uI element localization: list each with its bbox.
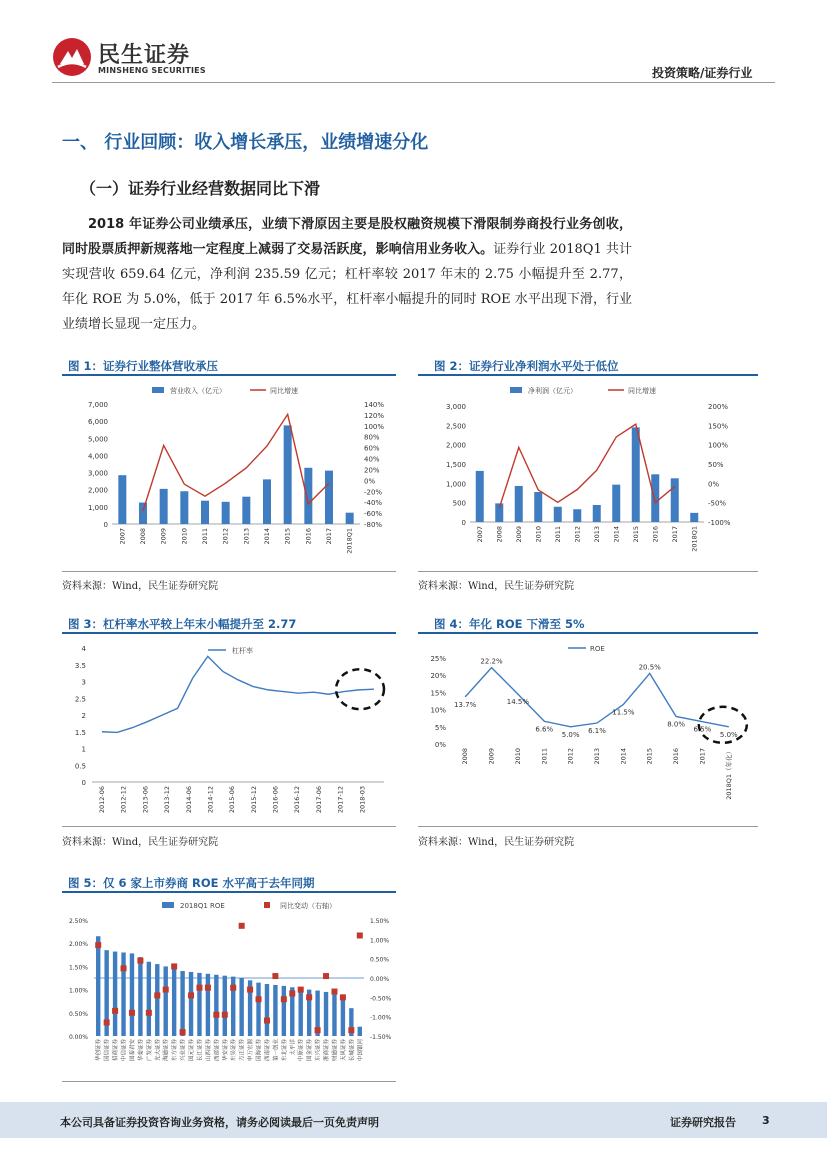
figure-3-source: 资料来源：Wind，民生证券研究院 (62, 837, 219, 848)
leverage-line (102, 656, 374, 732)
x-tick-label: 光大证券 (155, 1039, 162, 1062)
legend-swatch (162, 902, 174, 908)
y-tick-label: 2,500 (445, 422, 466, 431)
y2-tick-label: 60% (364, 444, 380, 453)
legend-label: 同比变动（右轴） (280, 902, 336, 910)
roe-bar-中国银河 (358, 1027, 362, 1036)
x-tick-label: 招商证券 (113, 1039, 120, 1062)
legend-swatch (264, 902, 270, 908)
roe-label: 20.5% (638, 663, 661, 672)
y2-tick-label: 0% (708, 480, 720, 489)
roe-bar-国泰君安 (130, 953, 134, 1036)
x-tick-label: 中原证券 (298, 1039, 305, 1062)
x-tick-label: 2017-06 (314, 786, 323, 814)
growth-line (499, 424, 675, 508)
figure-1-rule (62, 374, 396, 376)
x-tick-label: 国金证券 (307, 1039, 314, 1062)
roe-label: 6.6% (535, 725, 554, 734)
legend-swatch (152, 387, 164, 393)
x-tick-label: 2011 (553, 526, 562, 543)
x-tick-label: 2016 (651, 526, 660, 543)
x-tick-label: 东方证券 (172, 1039, 179, 1062)
roe-label: 13.7% (454, 700, 477, 709)
y-tick-label: 1.50% (68, 964, 88, 972)
change-marker-华泰证券 (137, 958, 143, 964)
x-tick-label: 2016 (672, 748, 681, 765)
legend-label: 净利润（亿元） (528, 387, 577, 395)
x-tick-label: 国海证券 (256, 1039, 263, 1062)
bar-2012 (573, 509, 581, 522)
figure-1-source: 资料来源：Wind，民生证券研究院 (62, 581, 219, 592)
x-tick-label: 2013-12 (163, 786, 172, 814)
header-rule (52, 82, 775, 83)
x-tick-label: 华安证券 (222, 1039, 229, 1062)
bar-2012 (222, 502, 230, 524)
bar-2018Q1 (690, 513, 698, 522)
section-heading: 一、 行业回顾：收入增长承压，业绩增速分化 (62, 132, 429, 153)
x-tick-label: 2012 (573, 526, 582, 543)
y2-tick-label: -60% (364, 510, 383, 519)
logo-en: MINSHENG SECURITIES (98, 66, 206, 75)
x-tick-label: 西部证券 (214, 1039, 221, 1062)
change-marker-光大证券 (154, 992, 160, 998)
y-tick-label: 1.00% (68, 987, 88, 995)
y-tick-label: 20% (430, 672, 446, 681)
figure-3-bottom-rule (62, 826, 396, 827)
y2-tick-label: 140% (364, 401, 385, 409)
figure-4-rule (418, 632, 758, 634)
bar-2008 (139, 503, 147, 524)
change-marker-国泰君安 (129, 1010, 135, 1016)
figure-3-title: 图 3：杠杆率水平较上年末小幅提升至 2.77 (68, 617, 297, 631)
change-marker-太平洋 (289, 990, 295, 996)
growth-line (143, 414, 329, 511)
figure-1-bottom-rule (62, 571, 396, 572)
figure-2-title: 图 2：证券行业净利润水平处于低位 (434, 359, 619, 373)
change-marker-西部证券 (213, 1012, 219, 1018)
x-tick-label: 2017-12 (336, 786, 345, 814)
bar-2017 (671, 478, 679, 522)
change-marker-东吴证券 (230, 985, 236, 991)
x-tick-label: 2015 (645, 748, 654, 765)
figure-4-bottom-rule (418, 826, 758, 827)
y2-tick-label: 200% (708, 403, 729, 411)
y-tick-label: 3 (81, 678, 86, 687)
x-tick-label: 2012 (566, 748, 575, 765)
change-marker-国信证券 (104, 1019, 110, 1025)
change-marker-华安证券 (222, 1012, 228, 1018)
bar-2013 (593, 505, 601, 522)
change-marker-国元证券 (188, 992, 194, 998)
y-tick-label: 0.50% (68, 1010, 88, 1018)
legend-label: 同比增速 (270, 387, 298, 395)
body-paragraph (62, 212, 632, 337)
x-tick-label: 第一创业 (273, 1039, 280, 1062)
change-marker-山西证券 (205, 985, 211, 991)
x-tick-label: 2009 (514, 526, 523, 543)
y2-tick-label: 50% (708, 461, 724, 469)
x-tick-label: 西南证券 (264, 1039, 271, 1062)
y2-tick-label: 20% (364, 466, 380, 475)
x-tick-label: 2015 (631, 526, 640, 543)
bar-2015 (632, 427, 640, 522)
bar-2010 (180, 491, 188, 524)
y2-tick-label: 150% (708, 422, 729, 431)
x-tick-label: 2015-06 (228, 786, 237, 814)
figure-3-rule (62, 632, 396, 634)
x-tick-label: 长城证券 (349, 1039, 356, 1062)
x-tick-label: 东兴证券 (315, 1039, 322, 1062)
y-tick-label: 2,000 (87, 486, 108, 495)
change-marker-方正证券 (239, 923, 245, 929)
change-marker-中信证券 (121, 965, 127, 971)
roe-line (465, 668, 729, 727)
bar-2007 (476, 471, 484, 522)
y-tick-label: 3,000 (87, 469, 108, 478)
y-tick-label: 0 (103, 521, 108, 529)
y-tick-label: 500 (452, 499, 466, 508)
y-tick-label: 5% (434, 723, 446, 732)
roe-bar-兴业证券 (180, 971, 184, 1036)
figure-2-bottom-rule (418, 571, 758, 572)
x-tick-label: 2018Q1 (690, 526, 699, 552)
y-tick-label: 1,500 (445, 461, 466, 469)
x-tick-label: 国泰君安 (129, 1039, 136, 1062)
change-marker-浙商证券 (323, 973, 329, 979)
roe-bar-中信证券 (121, 952, 125, 1036)
x-tick-label: 2008 (139, 528, 147, 545)
x-tick-label: 2011 (201, 528, 209, 545)
x-tick-label: 2017 (698, 748, 707, 765)
paragraph-bold: 2018 年证券公司业绩承压，业绩下滑原因主要是股权融资规模下滑限制券商投行业务创收，同时股票质押新规落地一定程度上减弱了交易活跃度，影响信用业务收入。 (62, 217, 632, 257)
x-tick-label: 天风证券 (340, 1039, 347, 1062)
roe-bar-国海证券 (256, 983, 260, 1036)
x-tick-label: 2012 (221, 528, 230, 545)
logo-mark-icon (52, 37, 92, 77)
y-tick-label: 4 (81, 645, 86, 653)
y-tick-label: 3,000 (445, 403, 466, 411)
change-marker-国金证券 (306, 994, 312, 1000)
y-tick-label: 25% (430, 655, 446, 663)
change-marker-广发证券 (146, 1010, 152, 1016)
y2-tick-label: 0.00% (370, 976, 390, 983)
x-tick-label: 2010 (534, 526, 543, 543)
x-tick-label: 中信证券 (121, 1039, 128, 1062)
y-tick-label: 7,000 (87, 401, 108, 409)
bar-2018Q1 (346, 513, 354, 524)
y-tick-label: 2.5 (74, 695, 86, 704)
x-tick-label: 2007 (475, 526, 484, 543)
paragraph-normal: 证券行业 2018Q1 共计实现营收 659.64 亿元，净利润 235.59 亿元；杠杆率较 2017 年末的 2.75 小幅提升至 2.77，年化 ROE 为 5.0%，低于 2017 年 6.5%水平，杠杆率小幅提升的同时 ROE 水平出现下滑，行业业绩增长显现一定压力。 (62, 242, 632, 332)
x-tick-label: 2018Q1 (345, 528, 354, 554)
x-tick-label: 国信证券 (104, 1039, 111, 1062)
y-tick-label: 2 (81, 712, 86, 720)
x-tick-label: 2007 (118, 528, 127, 545)
x-tick-label: 2015 (283, 528, 292, 545)
x-tick-label: 海通证券 (163, 1039, 170, 1062)
change-marker-兴业证券 (180, 1029, 186, 1035)
roe-label: 14.5% (506, 698, 530, 707)
x-tick-label: 2009 (487, 748, 496, 765)
y2-tick-label: -50% (708, 499, 727, 508)
figure-5-chart (62, 894, 396, 1080)
change-marker-国海证券 (256, 996, 262, 1002)
y-tick-label: 3.5 (74, 661, 86, 670)
y2-tick-label: 40% (364, 455, 380, 464)
x-tick-label: 2014-06 (184, 786, 193, 814)
bar-2016 (304, 468, 312, 524)
x-tick-label: 华泰证券 (138, 1039, 145, 1062)
change-marker-天风证券 (340, 994, 346, 1000)
roe-bar-长江证券 (197, 973, 201, 1036)
legend-label: 杠杆率 (232, 647, 253, 655)
page-number: 3 (762, 1114, 770, 1127)
change-marker-东北证券 (281, 996, 287, 1002)
y-tick-label: 0% (434, 741, 446, 749)
y2-tick-label: 120% (364, 411, 385, 420)
bar-2010 (534, 492, 542, 522)
roe-bar-山西证券 (206, 974, 210, 1036)
y-tick-label: 2.00% (68, 941, 88, 949)
x-tick-label: 山西证券 (205, 1039, 212, 1062)
x-tick-label: 2008 (461, 748, 470, 765)
footer-report-type: 证券研究报告 (670, 1116, 736, 1129)
change-marker-招商证券 (112, 1008, 118, 1014)
change-marker-申万宏源 (247, 987, 253, 993)
x-tick-label: 浙商证券 (324, 1039, 331, 1062)
roe-bar-东北证券 (282, 986, 286, 1036)
subsection-heading: （一）证券行业经营数据同比下滑 (80, 179, 321, 198)
change-marker-海通证券 (163, 987, 169, 993)
roe-bar-西部证券 (214, 975, 218, 1036)
y2-tick-label: 80% (364, 433, 380, 442)
roe-bar-广发证券 (147, 962, 151, 1036)
roe-bar-华创证券 (96, 936, 100, 1036)
footer-disclaimer: 本公司具备证券投资咨询业务资格，请务必阅读最后一页免责声明 (60, 1116, 379, 1129)
roe-bar-中原证券 (299, 989, 303, 1036)
figure-4-title: 图 4：年化 ROE 下滑至 5% (434, 617, 585, 631)
roe-bar-海通证券 (164, 966, 168, 1036)
x-tick-label: 2016-12 (293, 786, 302, 814)
legend-label: ROE (590, 645, 605, 653)
change-marker-中原证券 (298, 987, 304, 993)
bar-2014 (263, 479, 271, 524)
y2-tick-label: 100% (364, 422, 385, 431)
x-tick-label: 2009 (159, 528, 168, 545)
y2-tick-label: -1.50% (370, 1034, 392, 1041)
figure-2-chart (418, 378, 758, 568)
roe-bar-华安证券 (223, 976, 227, 1036)
roe-bar-光大证券 (155, 964, 159, 1036)
figure-5-rule (62, 891, 396, 893)
x-tick-label: 2014 (619, 748, 628, 765)
header-category: 投资策略/证券行业 (652, 66, 753, 80)
y-tick-label: 1,000 (87, 503, 108, 512)
bar-2011 (554, 507, 562, 522)
roe-bar-华泰证券 (138, 957, 142, 1036)
y2-tick-label: 0.50% (370, 956, 390, 964)
bar-2015 (284, 425, 292, 524)
x-tick-label: 2015-12 (249, 786, 258, 814)
figure-3-chart (62, 636, 396, 826)
x-tick-label: 中国银河 (357, 1039, 364, 1062)
y-tick-label: 5,000 (87, 435, 108, 444)
y2-tick-label: 0% (364, 477, 376, 486)
change-marker-财通证券 (331, 989, 337, 995)
x-tick-label: 2008 (495, 526, 504, 543)
x-tick-label: 2017 (670, 526, 679, 543)
x-tick-label: 2013 (593, 748, 601, 765)
bar-2014 (612, 485, 620, 522)
x-tick-label: 申万宏源 (248, 1039, 255, 1062)
roe-label: 6.1% (588, 727, 606, 736)
x-tick-label: 2014 (612, 526, 621, 543)
y2-tick-label: -80% (364, 521, 383, 529)
roe-bar-天风证券 (341, 997, 345, 1036)
legend-label: 同比增速 (628, 387, 656, 395)
y-tick-label: 15% (430, 689, 446, 698)
x-tick-label: 东吴证券 (231, 1039, 238, 1062)
bar-2011 (201, 501, 209, 524)
x-tick-label: 华创证券 (96, 1039, 103, 1062)
figure-5-title: 图 5：仅 6 家上市券商 ROE 水平高于去年同期 (68, 876, 315, 890)
bar-2017 (325, 471, 333, 524)
change-marker-西南证券 (264, 1018, 270, 1024)
x-tick-label: 2018Q1（年化） (724, 748, 733, 800)
y-tick-label: 10% (430, 706, 446, 715)
y-tick-label: 1.5 (74, 728, 86, 737)
y-tick-label: 6,000 (87, 418, 108, 427)
y-tick-label: 4,000 (87, 452, 108, 461)
x-tick-label: 2010 (513, 748, 522, 765)
change-marker-东兴证券 (315, 1027, 321, 1033)
bar-2013 (242, 497, 250, 524)
roe-bar-方正证券 (239, 978, 243, 1036)
bar-2009 (160, 489, 168, 524)
figure-2-rule (418, 374, 758, 376)
y-tick-label: 1 (81, 745, 86, 754)
roe-bar-财通证券 (332, 994, 336, 1036)
figure-1-chart (62, 378, 396, 568)
x-tick-label: 财通证券 (332, 1039, 339, 1062)
change-marker-中国银河 (357, 932, 363, 938)
x-tick-label: 2013 (242, 528, 251, 545)
change-marker-长城证券 (348, 1027, 354, 1033)
figure-4-source: 资料来源：Wind，民生证券研究院 (418, 837, 575, 848)
company-logo (52, 37, 92, 77)
y2-tick-label: 100% (708, 441, 729, 450)
x-tick-label: 2011 (540, 748, 549, 765)
x-tick-label: 兴业证券 (180, 1039, 187, 1062)
bar-2007 (118, 475, 126, 524)
y2-tick-label: 1.00% (370, 937, 390, 945)
change-marker-第一创业 (272, 973, 278, 979)
x-tick-label: 2012-06 (98, 786, 106, 814)
y2-tick-label: -40% (364, 499, 383, 508)
legend-label: 营业收入（亿元） (170, 387, 226, 395)
x-tick-label: 2012-12 (119, 786, 128, 814)
figure-5-bottom-rule (62, 1081, 396, 1082)
roe-bar-西南证券 (265, 984, 269, 1036)
figure-2-source: 资料来源：Wind，民生证券研究院 (418, 581, 575, 592)
x-tick-label: 长江证券 (197, 1039, 204, 1062)
change-marker-华创证券 (95, 942, 101, 948)
x-tick-label: 国元证券 (189, 1039, 196, 1062)
y2-tick-label: -20% (364, 488, 383, 497)
roe-bar-第一创业 (273, 985, 277, 1036)
x-tick-label: 2017 (325, 528, 333, 545)
x-tick-label: 2013 (592, 526, 601, 543)
roe-label: 6.5% (693, 725, 712, 734)
roe-bar-招商证券 (113, 952, 117, 1036)
roe-label: 22.2% (480, 657, 503, 666)
roe-label: 5.0% (561, 730, 580, 739)
change-marker-东方证券 (171, 963, 177, 969)
logo-cn: 民生证券 (98, 43, 191, 68)
x-tick-label: 方正证券 (239, 1039, 246, 1062)
x-tick-label: 2010 (180, 528, 189, 545)
bar-2009 (515, 486, 523, 522)
legend-label: 2018Q1 ROE (180, 902, 225, 910)
y-tick-label: 1,000 (445, 480, 466, 489)
x-tick-label: 东北证券 (281, 1039, 288, 1062)
y-tick-label: 0.00% (68, 1034, 88, 1041)
x-tick-label: 2014-12 (206, 786, 215, 814)
bar-2016 (651, 474, 659, 522)
y-tick-label: 0.5 (74, 762, 86, 771)
x-tick-label: 2016 (304, 528, 313, 545)
y2-tick-label: -100% (708, 519, 731, 527)
y2-tick-label: -1.00% (370, 1014, 392, 1022)
y-tick-label: 0 (81, 779, 86, 787)
legend-swatch (510, 387, 522, 393)
y-tick-label: 0 (461, 519, 466, 527)
x-tick-label: 广发证券 (146, 1039, 153, 1062)
y2-tick-label: -0.50% (370, 995, 392, 1003)
x-tick-label: 2016-06 (271, 786, 280, 814)
x-tick-label: 2018-03 (358, 786, 367, 814)
y-tick-label: 2,000 (445, 441, 466, 450)
roe-label: 11.5% (612, 708, 635, 717)
roe-bar-国元证券 (189, 972, 193, 1036)
x-tick-label: 2013-06 (141, 786, 150, 814)
change-marker-长江证券 (196, 985, 202, 991)
y2-tick-label: 1.50% (370, 918, 390, 925)
roe-bar-东方证券 (172, 969, 176, 1036)
roe-bar-浙商证券 (324, 992, 328, 1036)
y-tick-label: 2.50% (68, 918, 88, 925)
roe-label: 5.0% (719, 730, 738, 739)
figure-4-chart (418, 636, 758, 826)
roe-label: 8.0% (667, 720, 685, 729)
x-tick-label: 太平洋 (290, 1039, 297, 1056)
x-tick-label: 2014 (263, 528, 271, 545)
figure-1-title: 图 1：证券行业整体营收承压 (68, 359, 219, 373)
